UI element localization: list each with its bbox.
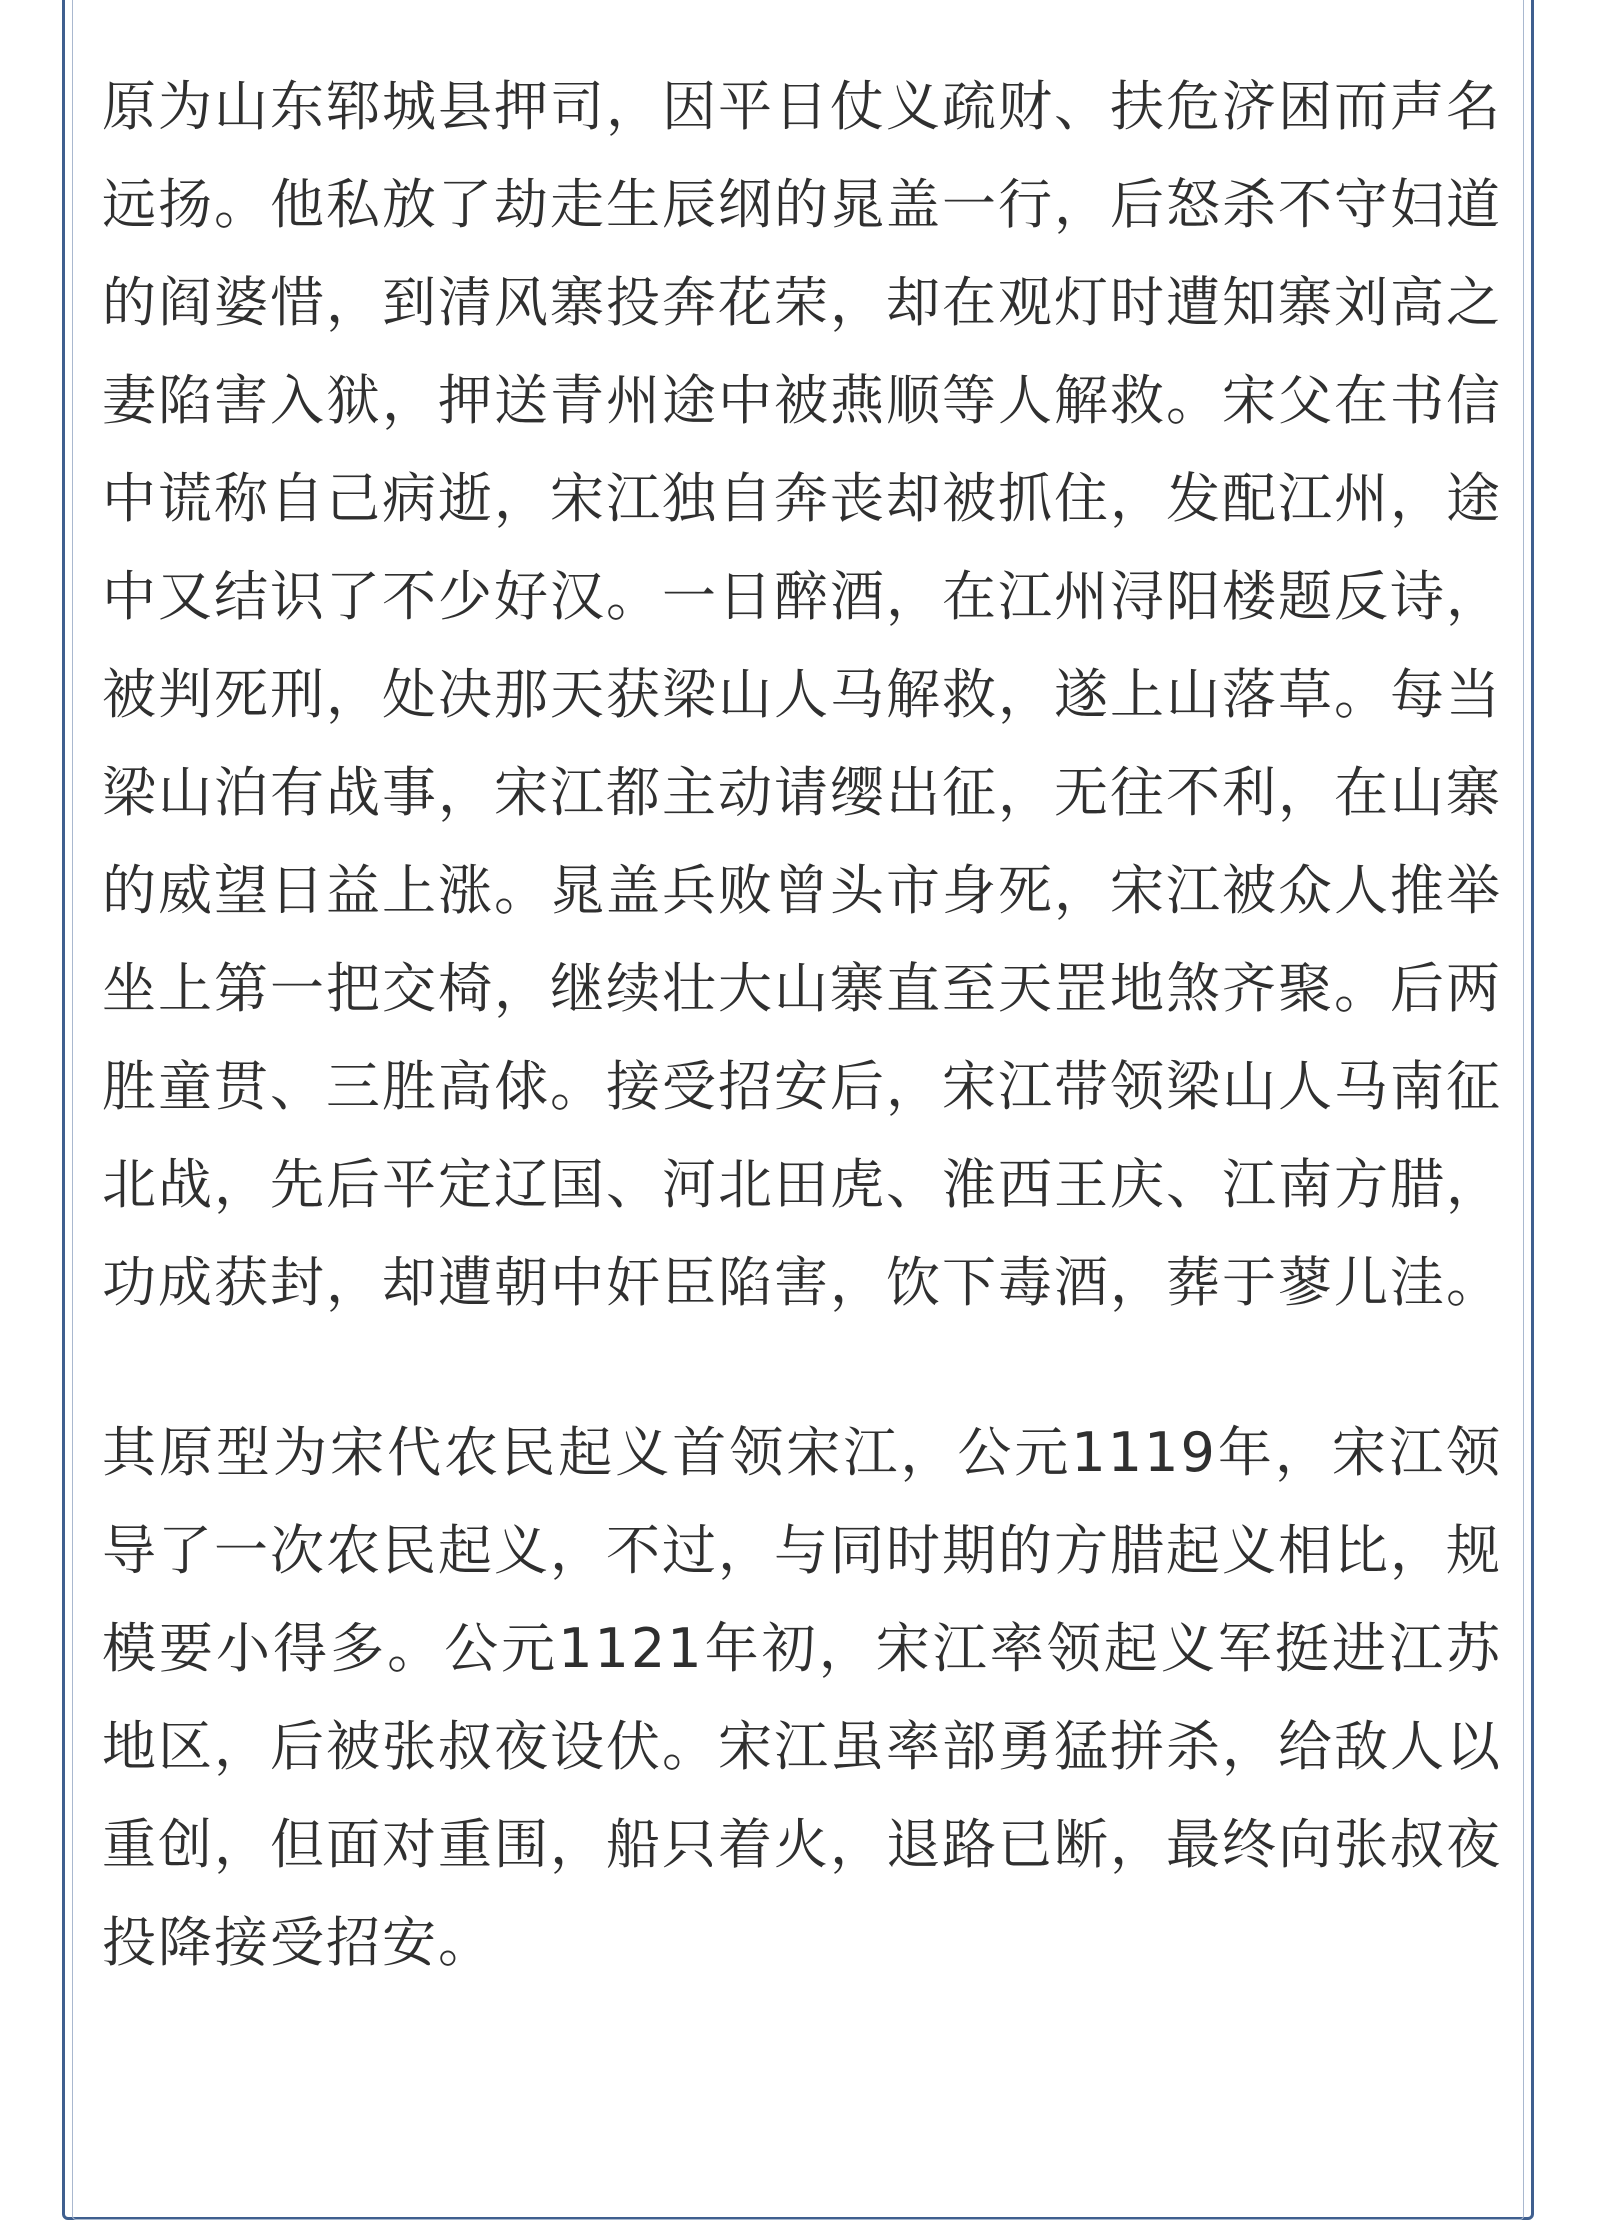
- paragraph-historical-prototype: 其原型为宋代农民起义首领宋江，公元1119年，宋江领导了一次农民起义，不过，与同时期的方腊起义相比，规模要小得多。公元1121年初，宋江率领起义军挺进江苏地区，后被张叔夜设伏。宋江虽率部勇猛拼杀，给敌人以重创，但面对重围，船只着火，退路已断，最终向张叔夜投降接受招安。: [102, 1421, 1502, 1974]
- paragraph-biography: 原为山东郓城县押司，因平日仗义疏财、扶危济困而声名远扬。他私放了劫走生辰纲的晁盖一行，后怒杀不守妇道的阎婆惜，到清风寨投奔花荣，却在观灯时遭知寨刘高之妻陷害入狱，押送青州途中被燕顺等人解救。宋父在书信中谎称自己病逝，宋江独自奔丧却被抓住，发配江州，途中又结识了不少好汉。一日醉酒，在江州浔阳楼题反诗，被判死刑，处决那天获梁山人马解救，遂上山落草。每当梁山泊有战事，宋江都主动请缨出征，无往不利，在山寨的威望日益上涨。晁盖兵败曾头市身死，宋江被众人推举坐上第一把交椅，继续壮大山寨直至天罡地煞齐聚。后两胜童贯、三胜高俅。接受招安后，宋江带领梁山人马南征北战，先后平定辽国、河北田虎、淮西王庆、江南方腊，功成获封，却遭朝中奸臣陷害，饮下毒酒，葬于蓼儿洼。: [102, 75, 1502, 1314]
- article-body: [102, 58, 1502, 1992]
